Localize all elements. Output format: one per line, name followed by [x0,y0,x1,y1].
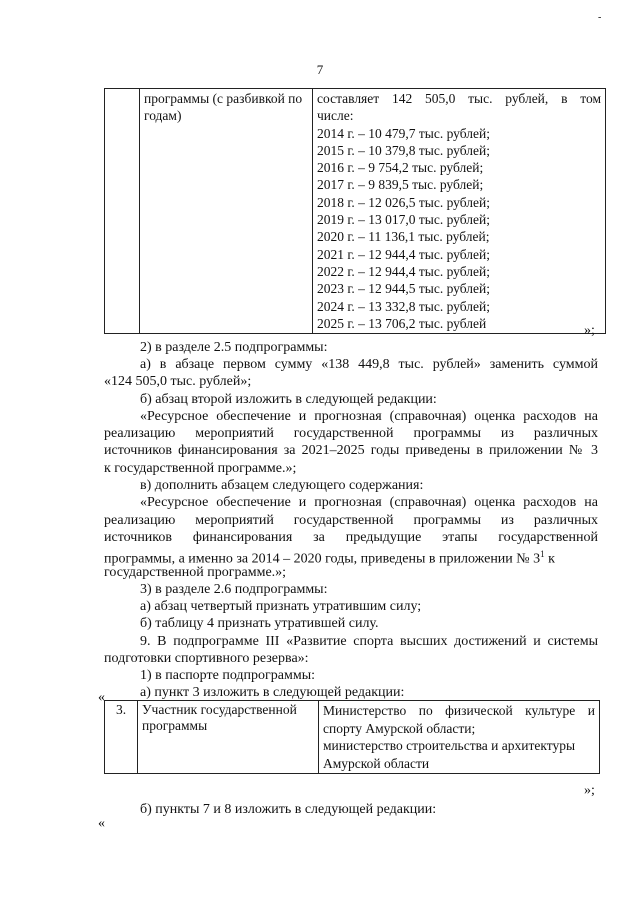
table-cell-empty [105,89,140,334]
table-cell-value [313,89,606,334]
table-cell-name: программы (с разбивкой по годам) [140,89,313,334]
close-quote: »; [584,323,595,338]
page-number: 7 [316,62,324,77]
quote-line: источников финансирования за 2021–2025 годы приведены в приложении № 3 [104,443,598,458]
quote-line: источников финансирования за предыдущие этапы государственной [104,530,598,545]
text-line: 1) в паспорте подпрограммы: [140,668,316,683]
close-quote: »; [584,783,595,798]
corner-mark: - [598,12,602,23]
quote-line: реализацию мероприятий государственной программы из различных [104,426,598,441]
year-line: 2021 г. – 12 944,4 тыс. рублей; [317,246,490,262]
year-line: 2017 г. – 9 839,5 тыс. рублей; [317,177,484,193]
year-line: 2025 г. – 13 706,2 тыс. рублей [317,315,487,331]
quote-line: к государственной программе.»; [104,461,297,476]
text-line: «124 505,0 тыс. рублей»; [104,374,252,389]
text-line: 3) в разделе 2.6 подпрограммы: [140,582,328,597]
quote-line-text: программы, а именно за 2014 – 2020 годы, приведены в приложении № 3 [104,551,541,567]
text-line: 2) в разделе 2.5 подпрограммы: [140,340,328,355]
value-intro: составляет 142 505,0 тыс. рублей, в том [317,91,601,106]
value-intro-2: числе: [317,108,354,124]
funding-table [104,88,606,334]
text-line: а) пункт 3 изложить в следующей редакции: [140,685,405,700]
text-line: б) пункты 7 и 8 изложить в следующей редакции: [140,802,437,817]
year-line: 2018 г. – 12 026,5 тыс. рублей; [317,194,490,210]
year-line: 2020 г. – 11 136,1 тыс. рублей; [317,229,490,245]
year-line: 2014 г. – 10 479,7 тыс. рублей; [317,125,490,141]
text-line: а) в абзаце первом сумму «138 449,8 тыс. рублей» заменить суммой [140,357,598,372]
value-line: Амурской области [323,755,430,771]
text-line: подготовки спортивного резерва»: [104,651,309,666]
year-line: 2016 г. – 9 754,2 тыс. рублей; [317,160,484,176]
year-line: 2023 г. – 12 944,5 тыс. рублей; [317,281,490,297]
open-quote: « [98,816,105,831]
text-line: 9. В подпрограмме III «Развитие спорта высших достижений и системы [140,634,598,649]
superscript: 1 [540,549,545,559]
year-line: 2019 г. – 13 017,0 тыс. рублей; [317,212,490,228]
table-cell-name: Участник государственной программы [138,701,319,774]
text-line: а) абзац четвертый признать утратившим силу; [140,599,422,614]
text-line: б) таблицу 4 признать утратившей силу. [140,616,379,631]
text-line: б) абзац второй изложить в следующей редакции: [140,392,437,407]
quote-line: «Ресурсное обеспечение и прогнозная (справочная) оценка расходов на [140,495,598,510]
open-quote: « [98,690,105,705]
quote-line: реализацию мероприятий государственной программы из различных [104,513,598,528]
quote-line-end: к [544,551,555,567]
table-cell-num: 3. [105,701,138,774]
value-line: Министерство по физической культуре и [323,703,595,718]
quote-line: «Ресурсное обеспечение и прогнозная (справочная) оценка расходов на [140,409,598,424]
quote-line: государственной программе.»; [104,565,287,580]
value-line: спорту Амурской области; [323,720,476,736]
year-line: 2015 г. – 10 379,8 тыс. рублей; [317,142,490,158]
participant-table [104,700,600,774]
year-line: 2024 г. – 13 332,8 тыс. рублей; [317,298,490,314]
year-line: 2022 г. – 12 944,4 тыс. рублей; [317,263,490,279]
table-cell-value [319,701,600,774]
value-line: министерство строительства и архитектуры [323,738,576,753]
text-line: в) дополнить абзацем следующего содержания: [140,478,424,493]
